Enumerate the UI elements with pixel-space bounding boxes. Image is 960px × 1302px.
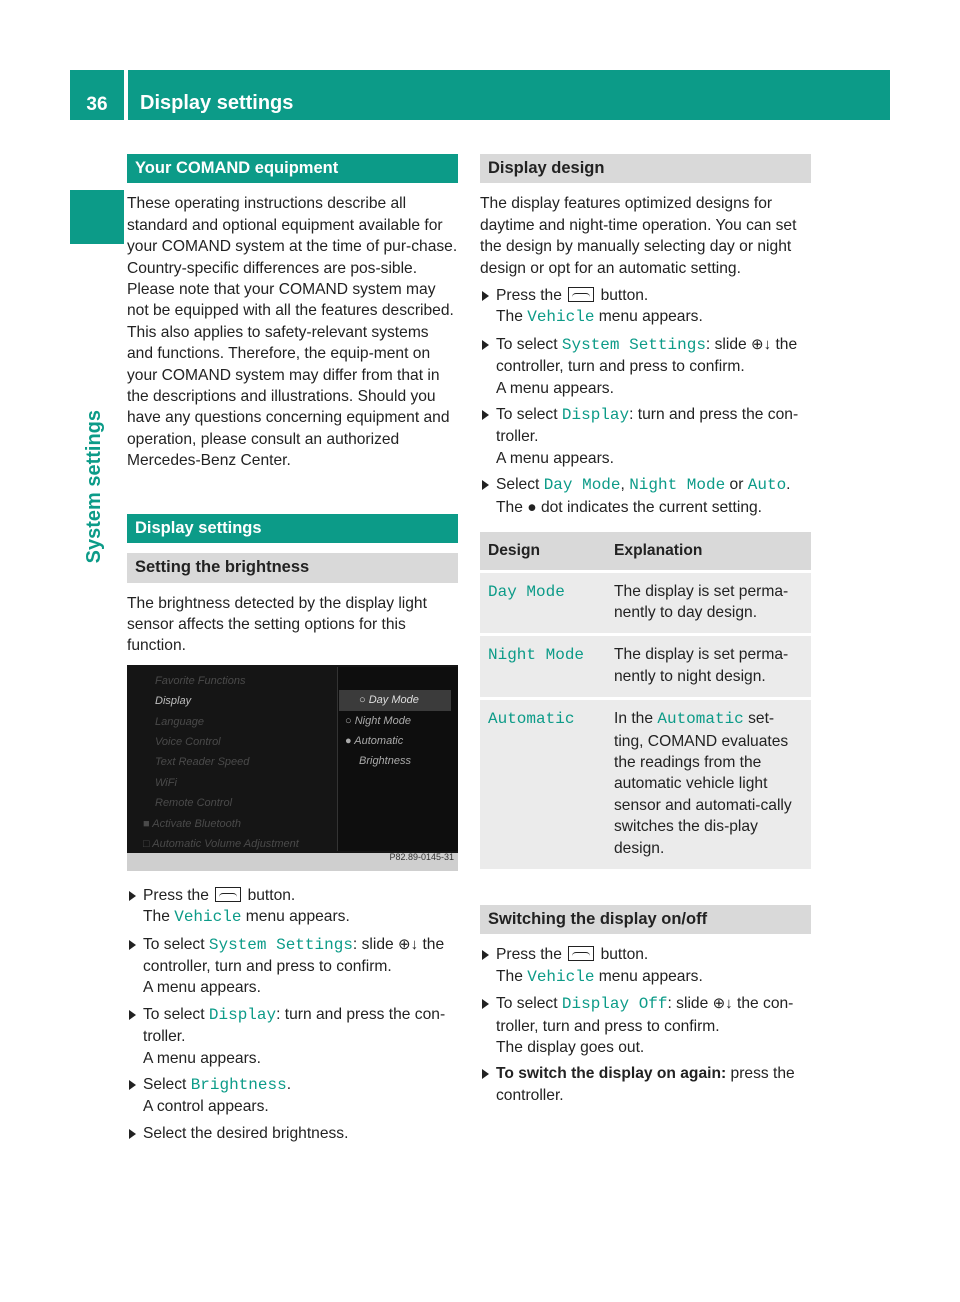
list-item: To select System Settings: slide ⊕↓ the controller, turn and press to confirm. A menu appears. — [127, 934, 458, 999]
screen-menu-item: Display — [155, 694, 192, 707]
term-automatic: Automatic — [488, 710, 575, 729]
table-header-row — [480, 532, 811, 571]
heading-switching-display: Switching the display on/off — [480, 905, 811, 934]
term-vehicle: Vehicle — [174, 908, 242, 927]
table-header-design: Design — [480, 532, 606, 571]
screen-submenu-item: ○ Day Mode — [339, 690, 451, 711]
equipment-paragraph: These operating instructions describe all standard and optional equipment available for your COMAND system at the time of pur-chase. Country-specific differences are pos-sible. Please note that your COMAND system may not be equipped with all the features described. This also applies to safety-relevant systems and functions. Therefore, the equip-ment on your COMAND system may differ from that in the descriptions and illustrations. Should you have any questions concerning equipment and operation, please consult an authorized Mercedes-Benz Center. — [127, 195, 458, 470]
term-display-off: Display Off — [561, 995, 668, 1014]
list-item: To select Display Off: slide ⊕↓ the con-troller, turn and press to confirm. The display goes out. — [480, 993, 811, 1058]
display-design-steps — [480, 285, 811, 518]
term-display: Display — [208, 1005, 277, 1024]
display-design-table — [480, 532, 811, 869]
brightness-steps — [127, 885, 458, 1144]
table-row — [480, 699, 811, 869]
screen-menu-item: Language — [155, 715, 204, 728]
table-cell: The display is set perma-nently to night design. — [606, 635, 811, 699]
comand-screen-illustration — [127, 665, 458, 871]
table-row — [480, 635, 811, 699]
list-item: Select the desired brightness. — [127, 1123, 458, 1144]
table-cell: In the Automatic set-ting, COMAND evaluates the readings from the automatic vehicle light sensor and automati-cally switches the dis-play design. — [606, 699, 811, 869]
term-vehicle: Vehicle — [527, 308, 595, 327]
term-day-mode: Day Mode — [543, 476, 621, 495]
screen-menu-item: WiFi — [155, 776, 177, 789]
header-divider — [124, 70, 128, 120]
screen-menu-item: Remote Control — [155, 796, 233, 809]
list-item: To select Display: turn and press the con-troller. A menu appears. — [127, 1004, 458, 1069]
page-header-bar — [70, 70, 890, 120]
vehicle-button-icon — [215, 887, 241, 902]
list-item: To switch the display on again: press the controller. — [480, 1063, 811, 1106]
term-day-mode: Day Mode — [488, 582, 565, 601]
term-night-mode: Night Mode — [629, 476, 726, 495]
side-chapter-label: System settings — [83, 410, 105, 564]
controller-slide-icon: ⊕↓ — [712, 995, 733, 1013]
controller-slide-icon: ⊕↓ — [751, 335, 772, 353]
list-item: To select Display: turn and press the con-troller. A menu appears. — [480, 404, 811, 469]
figure-code: P82.89-0145-31 — [389, 852, 454, 863]
vehicle-button-icon — [568, 946, 594, 961]
brightness-paragraph: The brightness detected by the display light sensor affects the setting options for this function. — [127, 594, 427, 655]
screen-submenu-item: Brightness — [359, 754, 411, 767]
screen-submenu-item: ● Automatic — [345, 734, 404, 747]
left-column — [127, 154, 458, 1149]
running-title: Display settings — [140, 92, 294, 114]
heading-display-design: Display design — [480, 154, 811, 183]
list-item: Press the button. The Vehicle menu appears. — [480, 944, 811, 988]
screen-menu-item: □ Automatic Volume Adjustment — [143, 837, 299, 850]
heading-display-settings: Display settings — [127, 514, 458, 543]
display-onoff-steps — [480, 944, 811, 1106]
side-tab-marker — [70, 190, 124, 244]
list-item: Select Brightness. A control appears. — [127, 1074, 458, 1118]
table-row — [480, 571, 811, 635]
term-night-mode: Night Mode — [488, 646, 585, 665]
term-system-settings: System Settings — [208, 935, 353, 954]
controller-slide-icon: ⊕↓ — [398, 935, 419, 953]
right-column — [480, 154, 811, 1111]
screen-submenu-item: ○ Night Mode — [345, 714, 411, 727]
list-item: Press the button. The Vehicle menu appears. — [127, 885, 458, 929]
screen-menu-item: Favorite Functions — [155, 674, 246, 687]
table-cell: The display is set perma-nently to day design. — [606, 571, 811, 635]
table-header-explanation: Explanation — [606, 532, 811, 571]
screen-menu-item: ■ Activate Bluetooth — [143, 817, 241, 830]
list-item: Press the button. The Vehicle menu appears. — [480, 285, 811, 329]
term-vehicle: Vehicle — [527, 967, 595, 986]
list-item: To select System Settings: slide ⊕↓ the controller, turn and press to confirm. A menu appears. — [480, 334, 811, 399]
vehicle-button-icon — [568, 287, 594, 302]
term-automatic: Automatic — [657, 710, 744, 729]
page-number: 36 — [86, 94, 108, 115]
display-design-paragraph: The display features optimized designs for daytime and night-time operation. You can set the design by manually selecting day or night design or opt for an automatic setting. — [480, 195, 797, 277]
screen-menu-item: Voice Control — [155, 735, 221, 748]
term-display: Display — [561, 406, 630, 425]
heading-your-comand-equipment: Your COMAND equipment — [127, 154, 458, 183]
term-system-settings: System Settings — [561, 335, 706, 354]
term-auto: Auto — [747, 476, 787, 495]
screen-menu-item: Text Reader Speed — [155, 755, 250, 768]
list-item: Select Day Mode, Night Mode or Auto. The ● dot indicates the current setting. — [480, 474, 811, 518]
heading-setting-brightness: Setting the brightness — [127, 553, 458, 582]
term-brightness: Brightness — [190, 1075, 287, 1094]
